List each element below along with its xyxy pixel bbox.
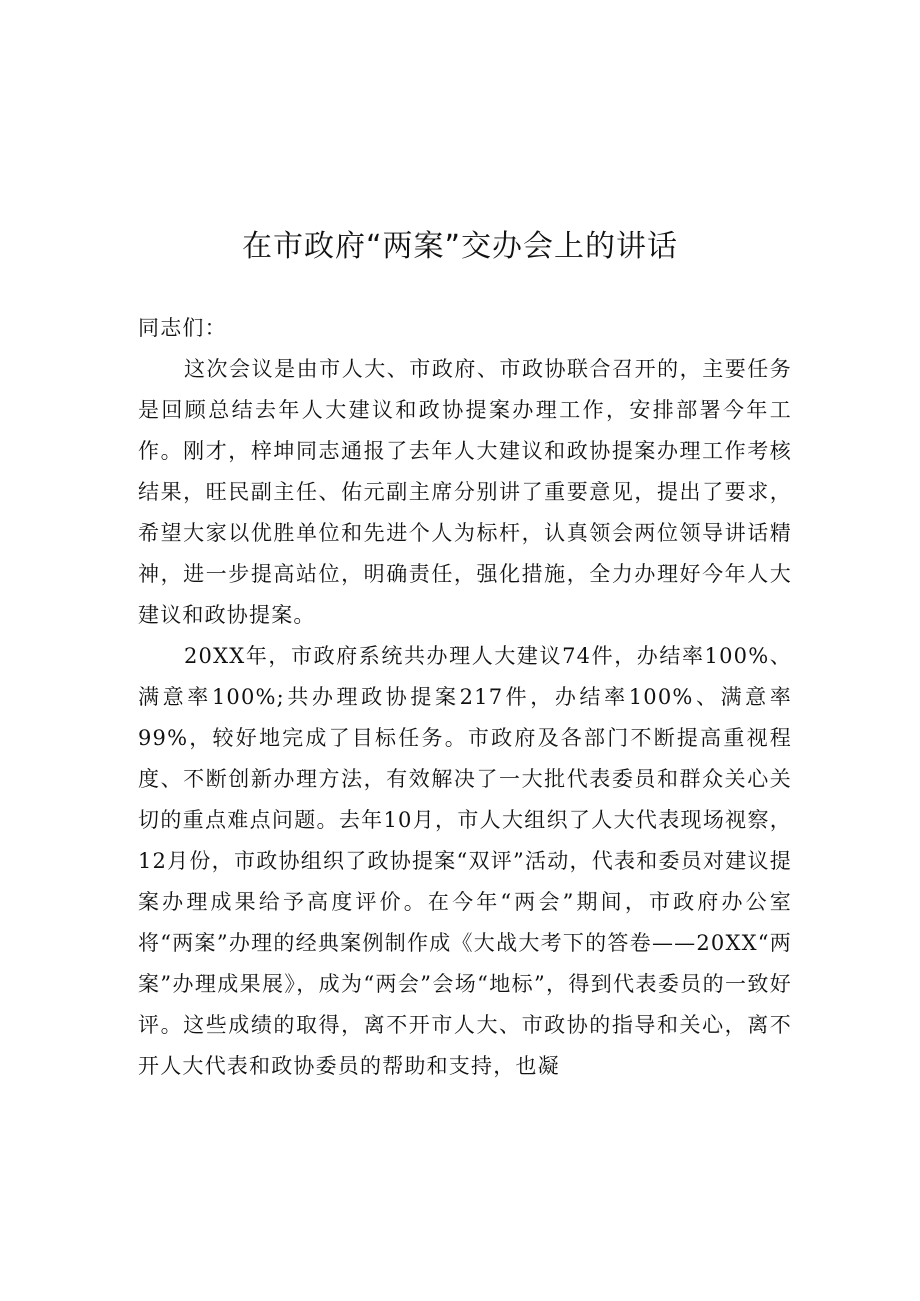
- document-title: 在市政府“两案”交办会上的讲话: [241, 229, 679, 264]
- paragraph-1: 这次会议是由市人大、市政府、市政协联合召开的，主要任务是回顾总结去年人大建议和政协提案办理工作，安排部署今年工作。刚才，梓坤同志通报了去年人大建议和政协提案办理工作考核结果，旺民副主任、佑元副主席分别讲了重要意见，提出了要求，希望大家以优胜单位和先进个人为标杆，认真领会两位领导讲话精神，进一步提高站位，明确责任，强化措施，全力办理好今年人大建议和政协提案。: [138, 357, 792, 627]
- salutation: 同志们：: [138, 316, 227, 340]
- paragraph-2: 20XX年，市政府系统共办理人大建议74件，办结率100%、满意率100%;共办理政协提案217件，办结率100%、满意率99%，较好地完成了目标任务。市政府及各部门不断提高重视程度、不断创新办理方法，有效解决了一大批代表委员和群众关心关切的重点难点问题。去年10月，市人大组织了人大代表现场视察，12月份，市政协组织了政协提案“双评”活动，代表和委员对建议提案办理成果给予高度评价。在今年“两会”期间，市政府办公室将“两案”办理的经典案例制作成《大战大考下的答卷——20XX“两案”办理成果展》，成为“两会”会场“地标”，得到代表委员的一致好评。这些成绩的取得，离不开市人大、市政协的指导和关心，离不开人大代表和政协委员的帮助和支持，也凝: [138, 644, 792, 1078]
- document-body: [138, 308, 792, 1087]
